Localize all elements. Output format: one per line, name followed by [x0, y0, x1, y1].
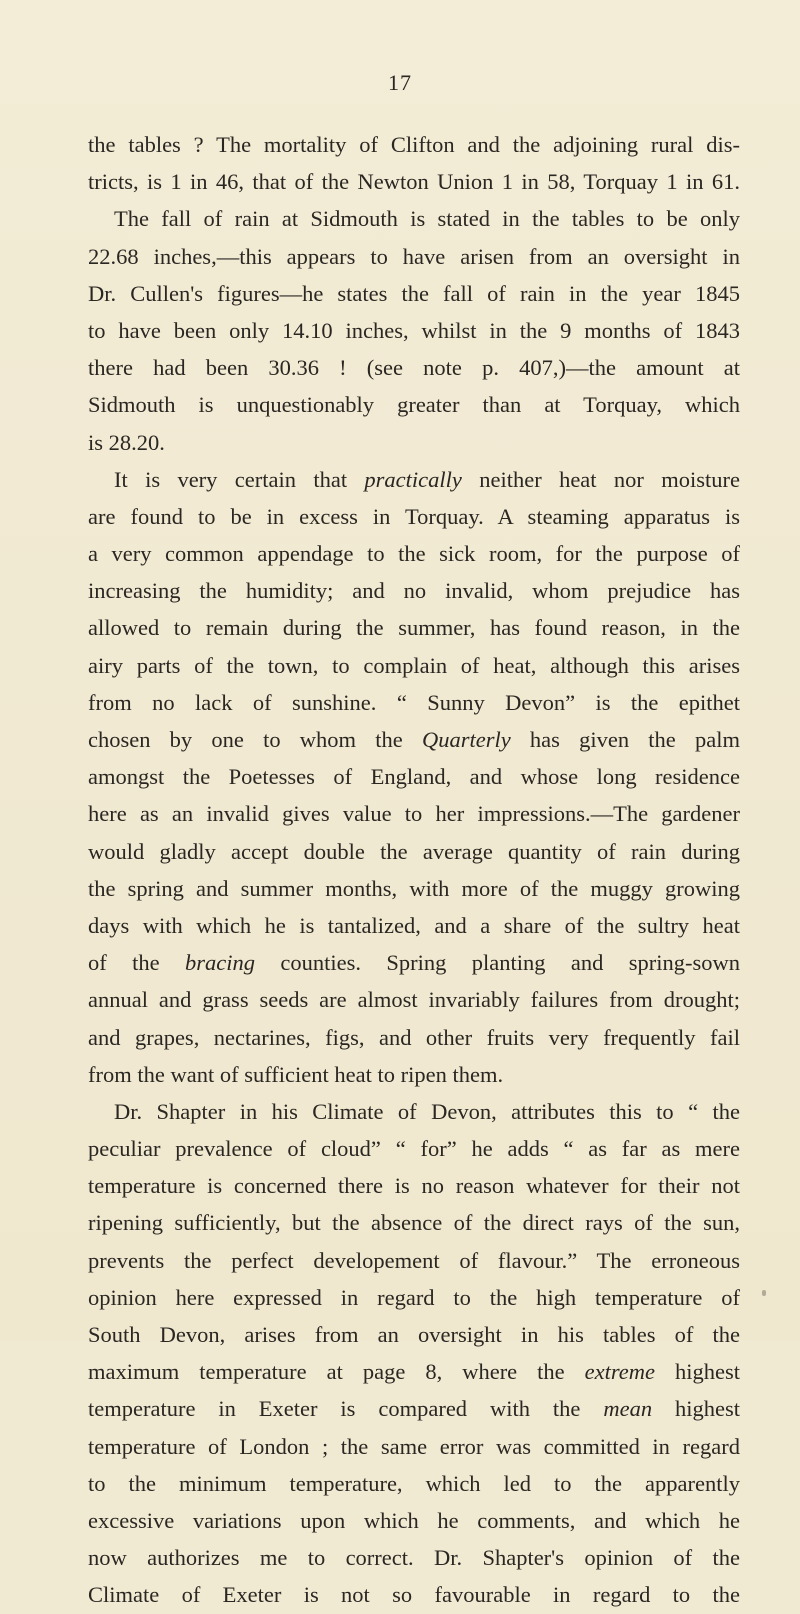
text-segment: the spring and summer months, with more of the muggy growing	[88, 875, 740, 901]
text-segment: The fall of rain at Sidmouth is stated in the tables to be only	[114, 206, 740, 232]
text-segment: ripening sufficiently, but the absence of the direct rays of the sun,	[88, 1210, 740, 1236]
text-segment: peculiar prevalence of cloud” “ for” he adds “ as far as mere	[88, 1136, 740, 1162]
text-line	[88, 572, 740, 609]
text-segment: Dr. Cullen's figures—he states the fall of rain in the year 1845	[88, 280, 740, 306]
text-segment: now authorizes me to correct. Dr. Shapter's opinion of the	[88, 1545, 740, 1571]
text-segment: Dr. Shapter in his Climate of Devon, attributes this to “ the	[114, 1098, 740, 1124]
text-segment: counties. Spring planting and spring-sown	[255, 950, 740, 976]
text-segment: amongst the Poetesses of England, and whose long residence	[88, 764, 740, 790]
text-segment: airy parts of the town, to complain of heat, although this arises	[88, 652, 740, 678]
text-line	[88, 1428, 740, 1465]
italic-text: mean	[603, 1396, 653, 1422]
text-segment: temperature of London ; the same error was committed in regard	[88, 1433, 740, 1459]
text-segment: are found to be in excess in Torquay. A steaming apparatus is	[88, 503, 740, 529]
text-line	[88, 1502, 740, 1539]
text-segment: Sidmouth is unquestionably greater than at Torquay, which	[88, 392, 740, 418]
text-line	[88, 200, 740, 237]
text-line	[88, 1056, 740, 1093]
text-line	[88, 349, 740, 386]
text-line	[88, 386, 740, 423]
text-line	[88, 721, 740, 758]
page-blemish	[762, 1290, 766, 1296]
text-line	[88, 1279, 740, 1316]
text-segment: of the	[88, 950, 185, 976]
text-line	[88, 1019, 740, 1056]
text-line	[88, 981, 740, 1018]
text-segment: allowed to remain during the summer, has found reason, in the	[88, 615, 740, 641]
text-line	[88, 126, 740, 163]
text-segment: temperature in Exeter is compared with the	[88, 1396, 604, 1422]
italic-text: practically	[364, 466, 462, 492]
text-line	[88, 795, 740, 832]
text-line	[88, 238, 740, 275]
text-line	[88, 1242, 740, 1279]
text-segment: to have been only 14.10 inches, whilst in the 9 months of 1843	[88, 317, 740, 343]
italic-text: bracing	[185, 950, 255, 976]
text-line	[88, 609, 740, 646]
text-line	[88, 1539, 740, 1576]
text-segment: annual and grass seeds are almost invariably failures from drought;	[88, 987, 740, 1013]
text-segment: the tables ? The mortality of Clifton and the adjoining rural dis-	[88, 132, 740, 157]
text-segment: South Devon, arises from an oversight in his tables of the	[88, 1322, 740, 1347]
text-line	[88, 1130, 740, 1167]
text-segment: highest	[655, 1359, 740, 1385]
text-segment: 22.68 inches,—this appears to have arisen from an oversight in	[88, 243, 740, 269]
body-text	[88, 126, 740, 1614]
text-segment: from the want of sufficient heat to ripen them.	[88, 1061, 504, 1087]
text-line	[88, 1390, 740, 1427]
text-line	[88, 498, 740, 535]
page-number: 17	[388, 70, 412, 95]
text-segment: has given the palm	[510, 727, 740, 752]
text-segment: increasing the humidity; and no invalid, whom prejudice has	[88, 578, 740, 604]
text-segment: prevents the perfect developement of flavour.” The erroneous	[88, 1247, 740, 1273]
text-line	[88, 684, 740, 721]
text-line	[88, 461, 740, 498]
italic-text: extreme	[584, 1359, 656, 1385]
text-line	[88, 758, 740, 795]
text-segment: a very common appendage to the sick room, for the purpose of	[88, 541, 740, 567]
text-segment: chosen by one to whom the	[88, 727, 422, 752]
text-segment: maximum temperature at page 8, where the	[88, 1359, 585, 1385]
text-line	[88, 275, 740, 312]
text-line	[88, 312, 740, 349]
text-line	[88, 1204, 740, 1241]
text-segment: to the minimum temperature, which led to the apparently	[88, 1470, 740, 1496]
text-segment: tricts, is 1 in 46, that of the Newton Union 1 in 58, Torquay 1 in 61.	[88, 169, 740, 195]
text-line	[88, 833, 740, 870]
text-segment: from no lack of sunshine. “ Sunny Devon” is the epithet	[88, 689, 740, 715]
text-line	[88, 424, 740, 461]
text-segment: neither heat nor moisture	[461, 466, 740, 492]
text-segment: here as an invalid gives value to her impressions.—The gardener	[88, 801, 740, 827]
text-line	[88, 647, 740, 684]
text-line	[88, 1465, 740, 1502]
text-line	[88, 163, 740, 200]
text-segment: highest	[652, 1396, 740, 1422]
italic-text: Quarterly	[421, 727, 511, 752]
text-line	[88, 1353, 740, 1390]
text-line	[88, 1316, 740, 1353]
text-line	[88, 1093, 740, 1130]
text-segment: excessive variations upon which he comments, and which he	[88, 1507, 740, 1533]
text-segment: there had been 30.36 ! (see note p. 407,)—the amount at	[88, 355, 740, 381]
text-segment: is 28.20.	[88, 429, 165, 455]
text-line	[88, 535, 740, 572]
text-segment: would gladly accept double the average quantity of rain during	[88, 838, 740, 864]
text-segment: days with which he is tantalized, and a share of the sultry heat	[88, 912, 740, 938]
text-segment: It is very certain that	[114, 466, 365, 492]
text-segment: opinion here expressed in regard to the high temperature of	[88, 1284, 740, 1310]
text-line	[88, 870, 740, 907]
text-line	[88, 1167, 740, 1204]
text-segment: and grapes, nectarines, figs, and other fruits very frequently fail	[88, 1024, 740, 1050]
text-segment: temperature is concerned there is no reason whatever for their not	[88, 1173, 740, 1199]
text-line	[88, 907, 740, 944]
text-segment: Climate of Exeter is not so favourable in regard to the	[88, 1582, 740, 1608]
text-line	[88, 944, 740, 981]
text-line	[88, 1576, 740, 1613]
